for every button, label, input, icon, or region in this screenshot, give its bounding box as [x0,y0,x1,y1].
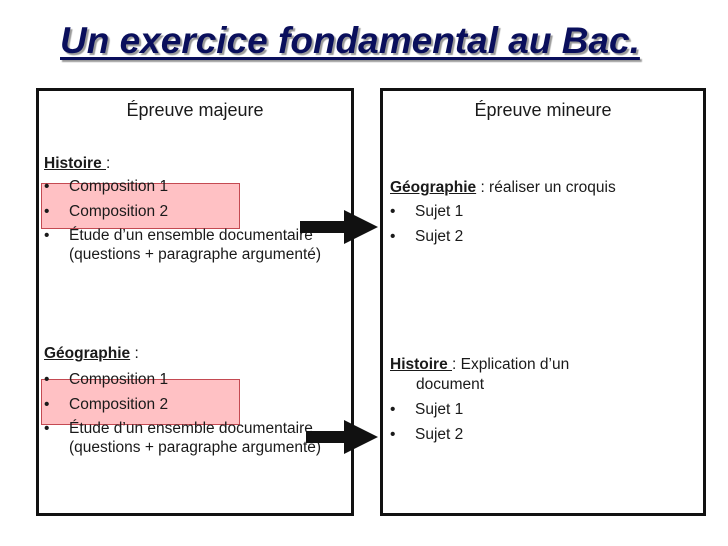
right-histoire-continuation: document [416,376,485,393]
right-histoire-label: Histoire [390,356,453,373]
left-geographie-label: Géographie [44,345,131,362]
list-item: • Étude d’un ensemble documentaire (questions + paragraphe argumenté) [41,420,331,457]
list-item: • Sujet 1 [387,203,687,222]
left-geographie-list [41,371,331,463]
minor-exam-box [380,88,706,516]
right-histoire-title [390,356,569,374]
minor-exam-heading: Épreuve mineure [474,100,612,120]
list-item: • Composition 1 [41,178,331,197]
right-histoire-list [387,401,687,450]
list-item: • Composition 1 [41,371,331,390]
list-item: • Sujet 2 [387,426,687,445]
left-geographie-suffix: : [130,345,139,362]
list-item: • Étude d’un ensemble documentaire (questions + paragraphe argumenté) [41,227,331,264]
list-item: • Composition 2 [41,203,331,222]
left-histoire-title [44,155,110,173]
left-histoire-suffix: : [106,155,111,172]
right-histoire-suffix: : Explication d’un [452,356,570,373]
right-geographie-title [390,179,616,197]
right-geographie-list [387,203,687,252]
left-histoire-label: Histoire [44,155,107,172]
list-item: • Sujet 1 [387,401,687,420]
list-item: • Sujet 2 [387,228,687,247]
list-item: • Composition 2 [41,396,331,415]
arrow-right-icon [306,418,380,456]
page-title: Un exercice fondamental au Bac. [60,20,640,61]
arrow-right-icon [300,208,380,246]
major-exam-heading: Épreuve majeure [126,100,264,120]
right-geographie-suffix: : réaliser un croquis [476,179,616,196]
left-histoire-list [41,178,331,270]
right-geographie-label: Géographie [390,179,477,196]
left-geographie-title [44,345,139,363]
